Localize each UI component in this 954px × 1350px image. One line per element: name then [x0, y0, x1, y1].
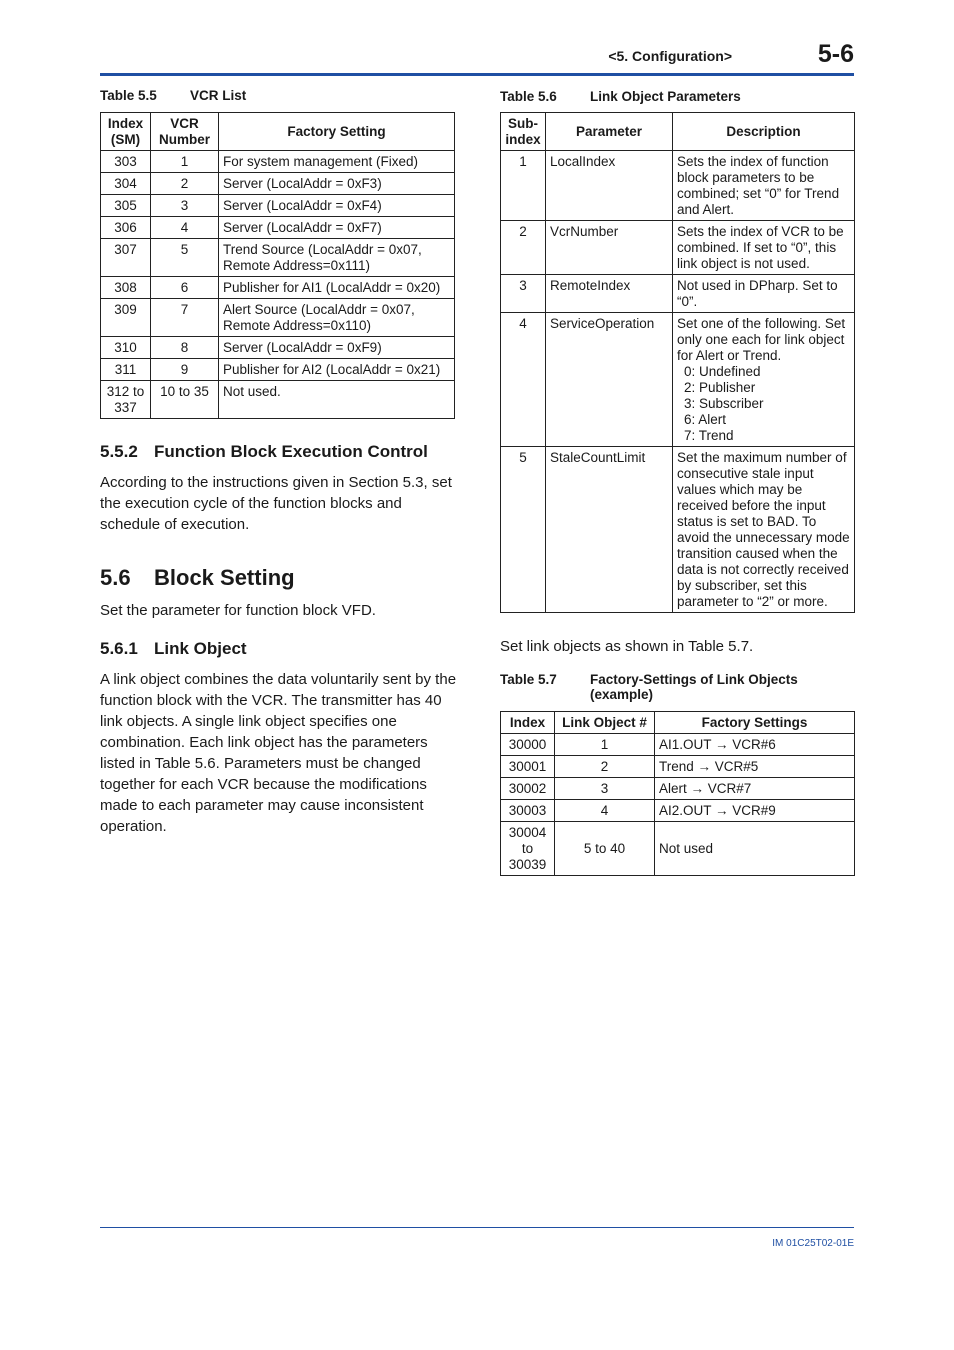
table-row	[101, 173, 455, 195]
table-row	[501, 447, 855, 613]
table-cell: Publisher for AI2 (LocalAddr = 0x21)	[219, 359, 455, 381]
column-header: Description	[673, 113, 855, 151]
table-cell: Not used	[655, 822, 855, 876]
section-number: 5.6.1	[100, 639, 138, 658]
table-cell: Not used in DPharp. Set to “0”.	[673, 275, 855, 313]
service-option: 0: Undefined	[684, 364, 761, 379]
table-cell: 309	[101, 299, 151, 337]
table-row	[101, 337, 455, 359]
table-cell: Server (LocalAddr = 0xF4)	[219, 195, 455, 217]
table-cell: 303	[101, 151, 151, 173]
section-5-5-2-heading	[100, 442, 428, 462]
table-cell: AI1.OUT → VCR#6	[655, 734, 855, 756]
link-object-factory-settings-table	[500, 711, 855, 876]
table-row	[501, 778, 855, 800]
table-cell: 5 to 40	[555, 822, 655, 876]
table-row	[501, 313, 855, 447]
table-5-5-number: Table 5.5	[100, 88, 157, 103]
table-cell: 312 to 337	[101, 381, 151, 419]
header-section-label: <5. Configuration>	[608, 48, 732, 64]
section-5-5-2-body: According to the instructions given in Section 5.3, set the execution cycle of the function blocks and schedule of execution.	[100, 474, 452, 533]
table-cell: 2	[151, 173, 219, 195]
table-row	[101, 195, 455, 217]
section-title: Function Block Execution Control	[154, 442, 428, 461]
section-number: 5.5.2	[100, 442, 138, 461]
service-option: 6: Alert	[684, 412, 727, 427]
table-cell: Server (LocalAddr = 0xF7)	[219, 217, 455, 239]
table-cell: 2	[501, 221, 546, 275]
service-operation-description: Set one of the following. Set only one each for link object for Alert or Trend.	[677, 316, 846, 363]
table-cell: 3	[555, 778, 655, 800]
table-cell: 4	[501, 313, 546, 447]
column-header: Index	[501, 712, 555, 734]
table-cell: Alert Source (LocalAddr = 0x07, Remote Address=0x110)	[219, 299, 455, 337]
table-cell: 30002	[501, 778, 555, 800]
table-cell: 306	[101, 217, 151, 239]
table-cell: Not used.	[219, 381, 455, 419]
table-cell: 1	[151, 151, 219, 173]
table-cell: 1	[501, 151, 546, 221]
table-cell	[673, 313, 855, 447]
column-header: Parameter	[546, 113, 673, 151]
table-cell: RemoteIndex	[546, 275, 673, 313]
section-title: Block Setting	[154, 565, 295, 590]
table-cell: StaleCountLimit	[546, 447, 673, 613]
section-5-6-heading	[100, 565, 295, 591]
section-number: 5.6	[100, 565, 131, 590]
page-number: 5-6	[817, 40, 854, 68]
table-header-row	[501, 113, 855, 151]
table-row	[101, 239, 455, 277]
service-option-list	[677, 364, 850, 444]
table-header-row	[101, 113, 455, 151]
table-row	[101, 381, 455, 419]
table-cell: 310	[101, 337, 151, 359]
table-row	[501, 756, 855, 778]
table-cell: Trend Source (LocalAddr = 0x07, Remote Address=0x111)	[219, 239, 455, 277]
table-5-7-title: Factory-Settings of Link Objects (example)	[590, 672, 798, 702]
table-cell: 8	[151, 337, 219, 359]
table-5-5-caption	[100, 88, 246, 103]
table-cell: For system management (Fixed)	[219, 151, 455, 173]
table-5-6-caption	[500, 89, 741, 104]
section-5-6-1-body: A link object combines the data voluntarily sent by the function block with the VCR. The transmitter has 40 link objects. A single link object specifies one combination. Each link object has the parameters listed in Table 5.6. Parameters must be changed together for each VCR because the modifications made to each parameter may cause inconsistent operation.	[100, 671, 457, 835]
table-cell: 304	[101, 173, 151, 195]
table-cell: 6	[151, 277, 219, 299]
table-cell: AI2.OUT → VCR#9	[655, 800, 855, 822]
service-option: 7: Trend	[684, 428, 734, 443]
table-cell: 2	[555, 756, 655, 778]
table-5-6-title: Link Object Parameters	[590, 89, 741, 104]
column-header: Index (SM)	[101, 113, 151, 151]
table-cell: 9	[151, 359, 219, 381]
table-cell: Server (LocalAddr = 0xF9)	[219, 337, 455, 359]
footer-rule	[100, 1227, 854, 1228]
table-5-5-title: VCR List	[190, 88, 247, 103]
table-row	[501, 151, 855, 221]
link-objects-note: Set link objects as shown in Table 5.7.	[500, 638, 754, 655]
table-cell: Trend → VCR#5	[655, 756, 855, 778]
table-row	[101, 299, 455, 337]
column-header: Link Object #	[555, 712, 655, 734]
table-cell: 30003	[501, 800, 555, 822]
table-cell: 30000	[501, 734, 555, 756]
document-id: IM 01C25T02-01E	[772, 1238, 854, 1249]
table-cell: Sets the index of VCR to be combined. If set to “0”, this link object is not used.	[673, 221, 855, 275]
table-5-7-number: Table 5.7	[500, 672, 557, 687]
table-cell: 3	[501, 275, 546, 313]
table-cell: ServiceOperation	[546, 313, 673, 447]
table-cell: 30004 to 30039	[501, 822, 555, 876]
link-object-parameters-table	[500, 112, 855, 613]
table-row	[101, 217, 455, 239]
table-row	[501, 822, 855, 876]
table-cell: 5	[151, 239, 219, 277]
table-header-row	[501, 712, 855, 734]
table-5-6-number: Table 5.6	[500, 89, 557, 104]
column-header: Factory Setting	[219, 113, 455, 151]
column-header: VCR Number	[151, 113, 219, 151]
table-cell: 311	[101, 359, 151, 381]
table-cell: 10 to 35	[151, 381, 219, 419]
table-cell: 3	[151, 195, 219, 217]
table-cell: 7	[151, 299, 219, 337]
table-cell: 308	[101, 277, 151, 299]
table-row	[501, 800, 855, 822]
section-5-6-body: Set the parameter for function block VFD.	[100, 602, 376, 619]
section-5-6-1-heading	[100, 639, 247, 659]
table-cell: VcrNumber	[546, 221, 673, 275]
table-row	[101, 151, 455, 173]
table-row	[501, 221, 855, 275]
table-cell: 4	[151, 217, 219, 239]
table-cell: Set the maximum number of consecutive stale input values which may be received before the input status is set to BAD. To avoid the unnecessary mode transition caused when the data is not correctly received by subscriber, set this parameter to “2” or more.	[673, 447, 855, 613]
column-header: Factory Settings	[655, 712, 855, 734]
table-row	[501, 734, 855, 756]
header-rule	[100, 73, 854, 76]
service-option: 2: Publisher	[684, 380, 756, 395]
table-row	[501, 275, 855, 313]
table-cell: 4	[555, 800, 655, 822]
table-row	[101, 359, 455, 381]
table-cell: Alert → VCR#7	[655, 778, 855, 800]
vcr-list-table	[100, 112, 455, 419]
section-title: Link Object	[154, 639, 247, 658]
table-cell: 307	[101, 239, 151, 277]
column-header: Sub-index	[501, 113, 546, 151]
table-cell: Sets the index of function block parameters to be combined; set “0” for Trend and Alert.	[673, 151, 855, 221]
table-cell: 5	[501, 447, 546, 613]
table-row	[101, 277, 455, 299]
table-cell: Publisher for AI1 (LocalAddr = 0x20)	[219, 277, 455, 299]
table-cell: 1	[555, 734, 655, 756]
table-cell: 30001	[501, 756, 555, 778]
table-cell: Server (LocalAddr = 0xF3)	[219, 173, 455, 195]
table-cell: LocalIndex	[546, 151, 673, 221]
table-5-7-caption	[500, 672, 820, 702]
table-cell: 305	[101, 195, 151, 217]
service-option: 3: Subscriber	[684, 396, 764, 411]
